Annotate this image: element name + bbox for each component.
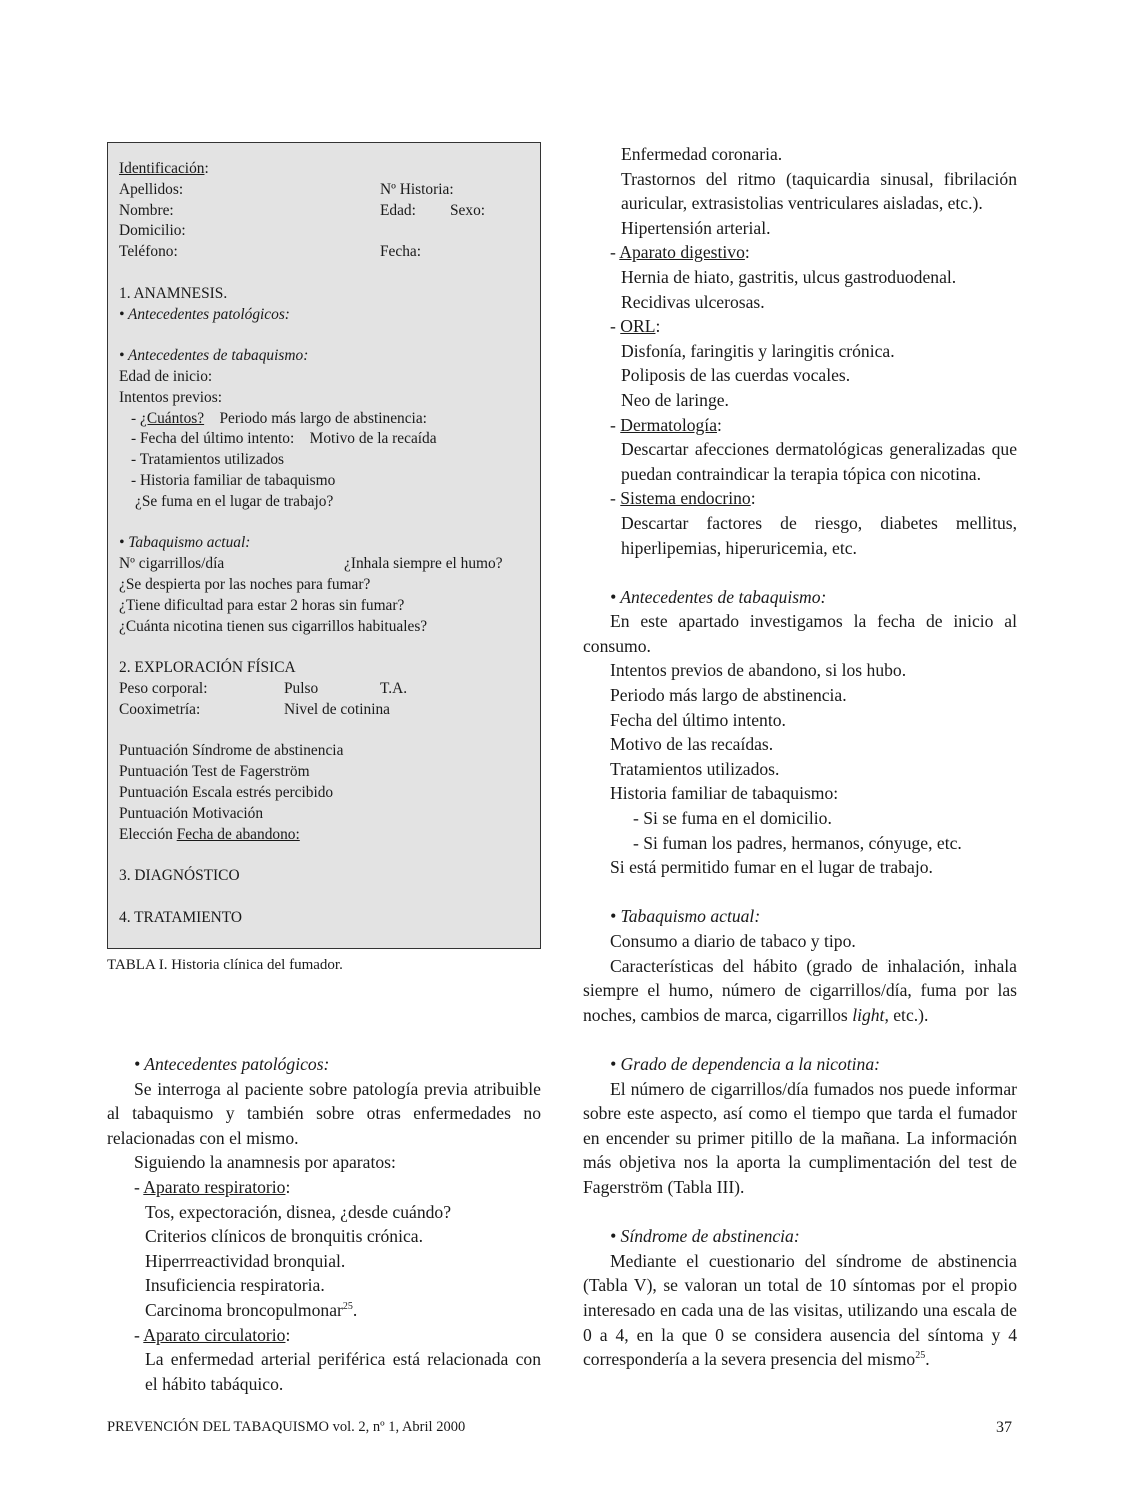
paragraph: Consumo a diario de tabaco y tipo. [610, 931, 856, 951]
field-label: - Tratamientos utilizados [131, 451, 285, 469]
table-row [119, 700, 529, 721]
field-label: ¿Cuánta nicotina tienen sus cigarrillos habituales? [119, 617, 428, 635]
list-item: Recidivas ulcerosas. [621, 291, 765, 312]
field-label: Intentos previos: [119, 388, 223, 406]
dash: - [134, 1324, 144, 1345]
page-number: 37 [996, 1419, 1012, 1436]
section-heading: 3. DIAGNÓSTICO [119, 867, 240, 885]
field-label: ¿Se fuma en el lugar de trabajo? [135, 492, 334, 510]
colon: : [717, 414, 722, 435]
dash: - [134, 1176, 144, 1197]
left-body-text [107, 1052, 541, 1396]
colon: : [204, 160, 209, 177]
table-row [119, 679, 529, 700]
list-item: La enfermedad arterial periférica está relacionada con el hábito tabáquico. [145, 1349, 541, 1394]
dash: - [610, 316, 621, 337]
list-item: Insuficiencia respiratoria. [145, 1275, 325, 1296]
paragraph [583, 954, 1017, 1028]
subsection-heading: • Antecedentes patológicos: [119, 305, 290, 323]
field-label: - Fecha del último intento: Motivo de la recaída [131, 430, 437, 448]
field-label: Periodo más largo de abstinencia: [204, 409, 427, 427]
field-label: ¿Tiene dificultad para estar 2 horas sin fumar? [119, 596, 405, 614]
section-heading: 4. TRATAMIENTO [119, 908, 243, 926]
field-label: Fecha de abandono: [176, 825, 300, 843]
list-item: Poliposis de las cuerdas vocales. [621, 365, 851, 386]
field-label: Nº cigarrillos/día [119, 555, 225, 573]
field-label: Puntuación Escala estrés percibido [119, 783, 334, 801]
list-heading-label: Sistema endocrino [620, 488, 751, 509]
list-heading [107, 1323, 541, 1348]
colon: : [750, 488, 756, 509]
field-label: Puntuación Motivación [119, 804, 264, 822]
section-heading: 1. ANAMNESIS. [119, 284, 228, 302]
section-heading: 2. EXPLORACIÓN FÍSICA [119, 659, 296, 677]
section-heading: • Antecedentes de tabaquismo: [610, 586, 827, 607]
paragraph: Fecha del último intento. [610, 709, 786, 730]
identification-heading: Identificación [119, 160, 205, 177]
field-label: - Historia familiar de tabaquismo [131, 471, 336, 489]
field-label: Apellidos: [119, 180, 184, 198]
paragraph-text: Características del hábito (grado de inhalación, inhala siempre el humo, número de cigarrillos/día, fuma por las noches, cambios de marca, cigarrillos [583, 955, 1017, 1025]
paragraph-text: , etc.). [884, 1004, 929, 1025]
section-heading: • Tabaquismo actual: [610, 906, 761, 927]
list-item: Criterios clínicos de bronquitis crónica. [145, 1226, 424, 1247]
list-item-text: Carcinoma broncopulmonar [145, 1299, 343, 1320]
list-item: Descartar afecciones dermatológicas generalizadas que puedan contraindicar la terapia tópica con nicotina. [621, 439, 1017, 484]
paragraph: Periodo más largo de abstinencia. [610, 685, 847, 706]
clinical-history-table [107, 142, 541, 949]
field-label: Nombre: [119, 201, 174, 219]
list-item: Hernia de hiato, gastritis, ulcus gastroduodenal. [621, 266, 957, 287]
field-label: ¿Se despierta por las noches para fumar? [119, 575, 371, 593]
punctuation: . [925, 1349, 930, 1370]
paragraph: Se interroga al paciente sobre patología previa atribuible al tabaquismo y también sobre otras enfermedades no relacionadas con el mismo. [107, 1078, 541, 1148]
list-item: Trastornos del ritmo (taquicardia sinusal, fibrilación auricular, extrasistolias ventriculares aisladas, etc.). [621, 168, 1017, 214]
list-heading-label: Aparato respiratorio [143, 1176, 286, 1197]
field-label: Edad: [380, 201, 416, 219]
field-label: Teléfono: [119, 243, 178, 261]
paragraph [583, 1249, 1017, 1372]
field-label: Sexo: [450, 201, 486, 219]
table-row [119, 242, 529, 263]
field-label: Cooximetría: [119, 700, 201, 718]
table-line [119, 159, 529, 180]
list-heading [583, 486, 1017, 511]
list-heading [583, 413, 1017, 438]
paragraph: El número de cigarrillos/día fumados nos puede informar sobre este aspecto, así como el tiempo que tarda el fumador en encender su primer pitillo de la mañana. La información más objetiva nos la aporta la cumplimentación del test de Fagerström (Tabla III). [583, 1078, 1017, 1197]
table-row [119, 201, 529, 222]
table-row [119, 180, 529, 201]
paragraph: Si está permitido fumar en el lugar de trabajo. [610, 857, 933, 878]
list-item: Tos, expectoración, disnea, ¿desde cuándo? [145, 1201, 452, 1222]
dash: - [610, 414, 621, 435]
paragraph-text: Mediante el cuestionario del síndrome de abstinencia (Tabla V), se valoran un total de 10 síntomas por el propio interesado en cada una de las visitas, utilizando una escala de 0 a 4, en la que 0 se considera ausencia del síntoma y 4 correspondería a la severa presencia del mismo [583, 1250, 1017, 1370]
field-label: Domicilio: [119, 222, 186, 240]
list-item: Hiperrreactividad bronquial. [145, 1250, 346, 1271]
punctuation: . [352, 1299, 358, 1320]
list-heading-label: Dermatología [620, 414, 717, 435]
colon: : [285, 1176, 291, 1197]
field-label: Pulso [284, 679, 319, 697]
field-label: Puntuación Test de Fagerström [119, 763, 310, 781]
left-column [107, 142, 541, 1396]
field-label: ¿Cuántos? [139, 409, 205, 427]
paragraph: Historia familiar de tabaquismo: [610, 783, 839, 804]
field-label: Elección [119, 825, 177, 843]
field-label: Puntuación Síndrome de abstinencia [119, 742, 344, 760]
field-label: Edad de inicio: [119, 367, 213, 385]
right-column [583, 142, 1017, 1372]
field-label: T.A. [380, 679, 408, 697]
list-item: Descartar factores de riesgo, diabetes mellitus, hiperlipemias, hiperuricemia, etc. [621, 512, 1017, 558]
paragraph: Tratamientos utilizados. [610, 758, 780, 779]
colon: : [285, 1324, 291, 1345]
paragraph: Motivo de las recaídas. [610, 734, 774, 755]
paragraph: En este apartado investigamos la fecha de inicio al consumo. [583, 611, 1017, 656]
list-heading-label: Aparato digestivo [619, 242, 745, 263]
dash: - [610, 488, 621, 509]
paragraph: Intentos previos de abandono, si los hubo. [610, 660, 907, 681]
list-heading [107, 1175, 541, 1200]
field-label: Peso corporal: [119, 679, 208, 697]
table-caption: TABLA I. Historia clínica del fumador. [107, 957, 343, 973]
colon: : [655, 316, 661, 337]
journal-footer: PREVENCIÓN DEL TABAQUISMO vol. 2, nº 1, Abril 2000 [107, 1419, 466, 1435]
list-item: Enfermedad coronaria. [621, 144, 783, 164]
list-item: Neo de laringe. [621, 389, 729, 410]
field-label: Nº Historia: [380, 180, 454, 198]
dash: - [610, 242, 620, 263]
list-heading [583, 314, 1017, 339]
list-item [107, 1298, 541, 1323]
table-row [119, 554, 529, 575]
list-item: - Si fuman los padres, hermanos, cónyuge, etc. [633, 832, 962, 853]
list-heading-label: Aparato circulatorio [143, 1324, 286, 1345]
subsection-heading: • Antecedentes de tabaquismo: [119, 347, 309, 365]
list-heading-label: ORL [620, 316, 656, 337]
paragraph: Siguiendo la anamnesis por aparatos: [134, 1152, 396, 1173]
subsection-heading: • Tabaquismo actual: [119, 534, 251, 552]
list-heading [583, 240, 1017, 265]
section-heading: • Antecedentes patológicos: [134, 1054, 330, 1074]
field-label: Nivel de cotinina [284, 700, 390, 718]
table-line [119, 825, 529, 846]
table-line [119, 409, 529, 430]
list-item: Hipertensión arterial. [621, 217, 771, 238]
reference-superscript: 25 [342, 1301, 353, 1313]
colon: : [744, 242, 750, 263]
dash: - [131, 409, 140, 427]
field-label: ¿Inhala siempre el humo? [344, 555, 503, 573]
italic-term: light [852, 1004, 885, 1025]
list-item: - Si se fuma en el domicilio. [633, 808, 832, 829]
field-label: Fecha: [380, 243, 422, 261]
section-heading: • Grado de dependencia a la nicotina: [610, 1053, 881, 1074]
reference-superscript: 25 [915, 1350, 926, 1362]
section-heading: • Síndrome de abstinencia: [610, 1226, 800, 1247]
list-item: Disfonía, faringitis y laringitis crónica. [621, 340, 895, 361]
